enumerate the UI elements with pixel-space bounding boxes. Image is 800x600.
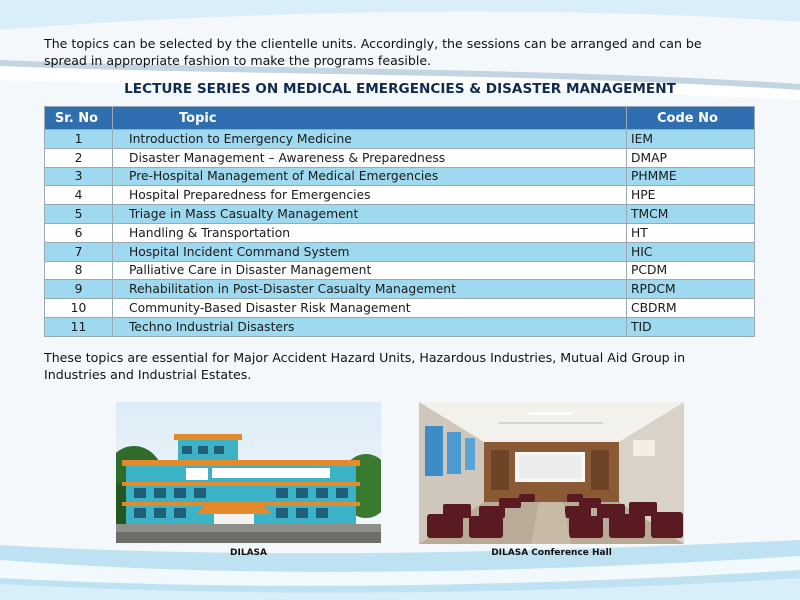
- topic-cell: Techno Industrial Disasters: [113, 317, 627, 336]
- column-header-topic: Topic: [113, 107, 627, 130]
- table-row: [45, 280, 755, 299]
- section-heading: LECTURE SERIES ON MEDICAL EMERGENCIES & DISASTER MANAGEMENT: [124, 81, 676, 97]
- column-header-sr-no: Sr. No: [45, 107, 113, 130]
- topic-cell: Introduction to Emergency Medicine: [113, 130, 627, 149]
- code-cell: CBDRM: [627, 299, 755, 318]
- topic-cell: Palliative Care in Disaster Management: [113, 261, 627, 280]
- column-header-code-no: Code No: [627, 107, 755, 130]
- code-cell: RPDCM: [627, 280, 755, 299]
- topic-cell: Hospital Preparedness for Emergencies: [113, 186, 627, 205]
- code-cell: HPE: [627, 186, 755, 205]
- sr-no-cell: 7: [45, 242, 113, 261]
- sr-no-cell: 6: [45, 223, 113, 242]
- table-row: [45, 205, 755, 224]
- topic-cell: Rehabilitation in Post-Disaster Casualty Management: [113, 280, 627, 299]
- table-row: [45, 261, 755, 280]
- topic-cell: Pre-Hospital Management of Medical Emergencies: [113, 167, 627, 186]
- sr-no-cell: 9: [45, 280, 113, 299]
- topic-cell: Hospital Incident Command System: [113, 242, 627, 261]
- topic-cell: Handling & Transportation: [113, 223, 627, 242]
- code-cell: HT: [627, 223, 755, 242]
- sr-no-cell: 11: [45, 317, 113, 336]
- sr-no-cell: 4: [45, 186, 113, 205]
- table-row: [45, 130, 755, 149]
- topic-cell: Triage in Mass Casualty Management: [113, 205, 627, 224]
- sr-no-cell: 3: [45, 167, 113, 186]
- topic-cell: Disaster Management – Awareness & Preparedness: [113, 148, 627, 167]
- table-row: [45, 148, 755, 167]
- topic-cell: Community-Based Disaster Risk Management: [113, 299, 627, 318]
- sr-no-cell: 1: [45, 130, 113, 149]
- code-cell: TID: [627, 317, 755, 336]
- table-row: [45, 299, 755, 318]
- table-row: [45, 186, 755, 205]
- code-cell: PHMME: [627, 167, 755, 186]
- code-cell: DMAP: [627, 148, 755, 167]
- table-row: [45, 317, 755, 336]
- code-cell: PCDM: [627, 261, 755, 280]
- closing-paragraph: These topics are essential for Major Accident Hazard Units, Hazardous Industries, Mutual Aid Group in Industries and Industrial Estates.: [44, 350, 686, 382]
- sr-no-cell: 5: [45, 205, 113, 224]
- conference-hall-photo: [419, 402, 684, 544]
- code-cell: IEM: [627, 130, 755, 149]
- table-row: [45, 223, 755, 242]
- photo-caption-conference-hall: DILASA Conference Hall: [491, 548, 612, 558]
- table-row: [45, 167, 755, 186]
- topics-table: [44, 106, 755, 337]
- table-header-row: [45, 107, 755, 130]
- sr-no-cell: 8: [45, 261, 113, 280]
- photo-caption-dilasa: DILASA: [230, 548, 267, 558]
- table-row: [45, 242, 755, 261]
- sr-no-cell: 10: [45, 299, 113, 318]
- intro-paragraph: The topics can be selected by the clientelle units. Accordingly, the sessions can be arranged and can be spread in appropriate fashion to make the programs feasible.: [44, 36, 702, 68]
- sr-no-cell: 2: [45, 148, 113, 167]
- code-cell: HIC: [627, 242, 755, 261]
- dilasa-building-photo: [116, 402, 381, 543]
- code-cell: TMCM: [627, 205, 755, 224]
